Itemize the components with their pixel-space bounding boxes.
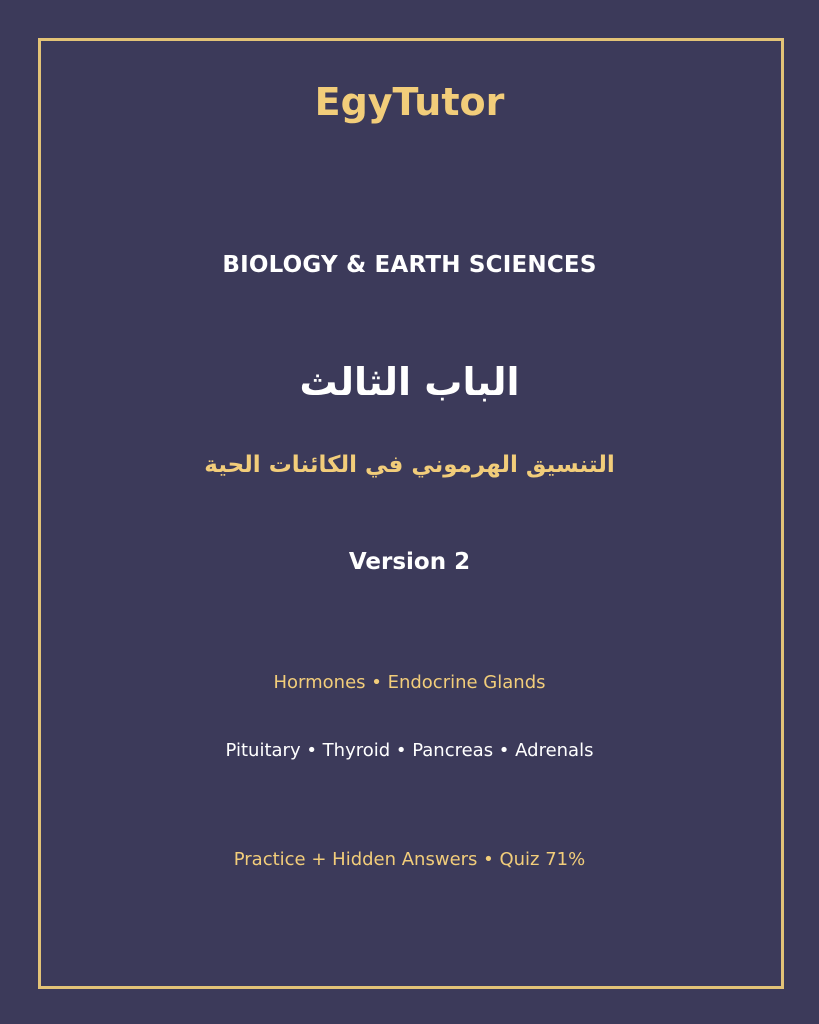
chapter-title: التنسيق الهرموني في الكائنات الحية [204,452,615,478]
glands-line: Pituitary • Thyroid • Pancreas • Adrenals [225,740,594,761]
version-label: Version 2 [348,549,471,575]
cover-border-frame [38,38,784,989]
chapter-heading: الباب الثالث [299,360,520,404]
topics-line: Hormones • Endocrine Glands [273,672,546,693]
practice-line: Practice + Hidden Answers • Quiz 71% [233,849,586,870]
subject-heading: BIOLOGY & EARTH SCIENCES [222,252,597,278]
brand-title: EgyTutor [314,80,505,124]
